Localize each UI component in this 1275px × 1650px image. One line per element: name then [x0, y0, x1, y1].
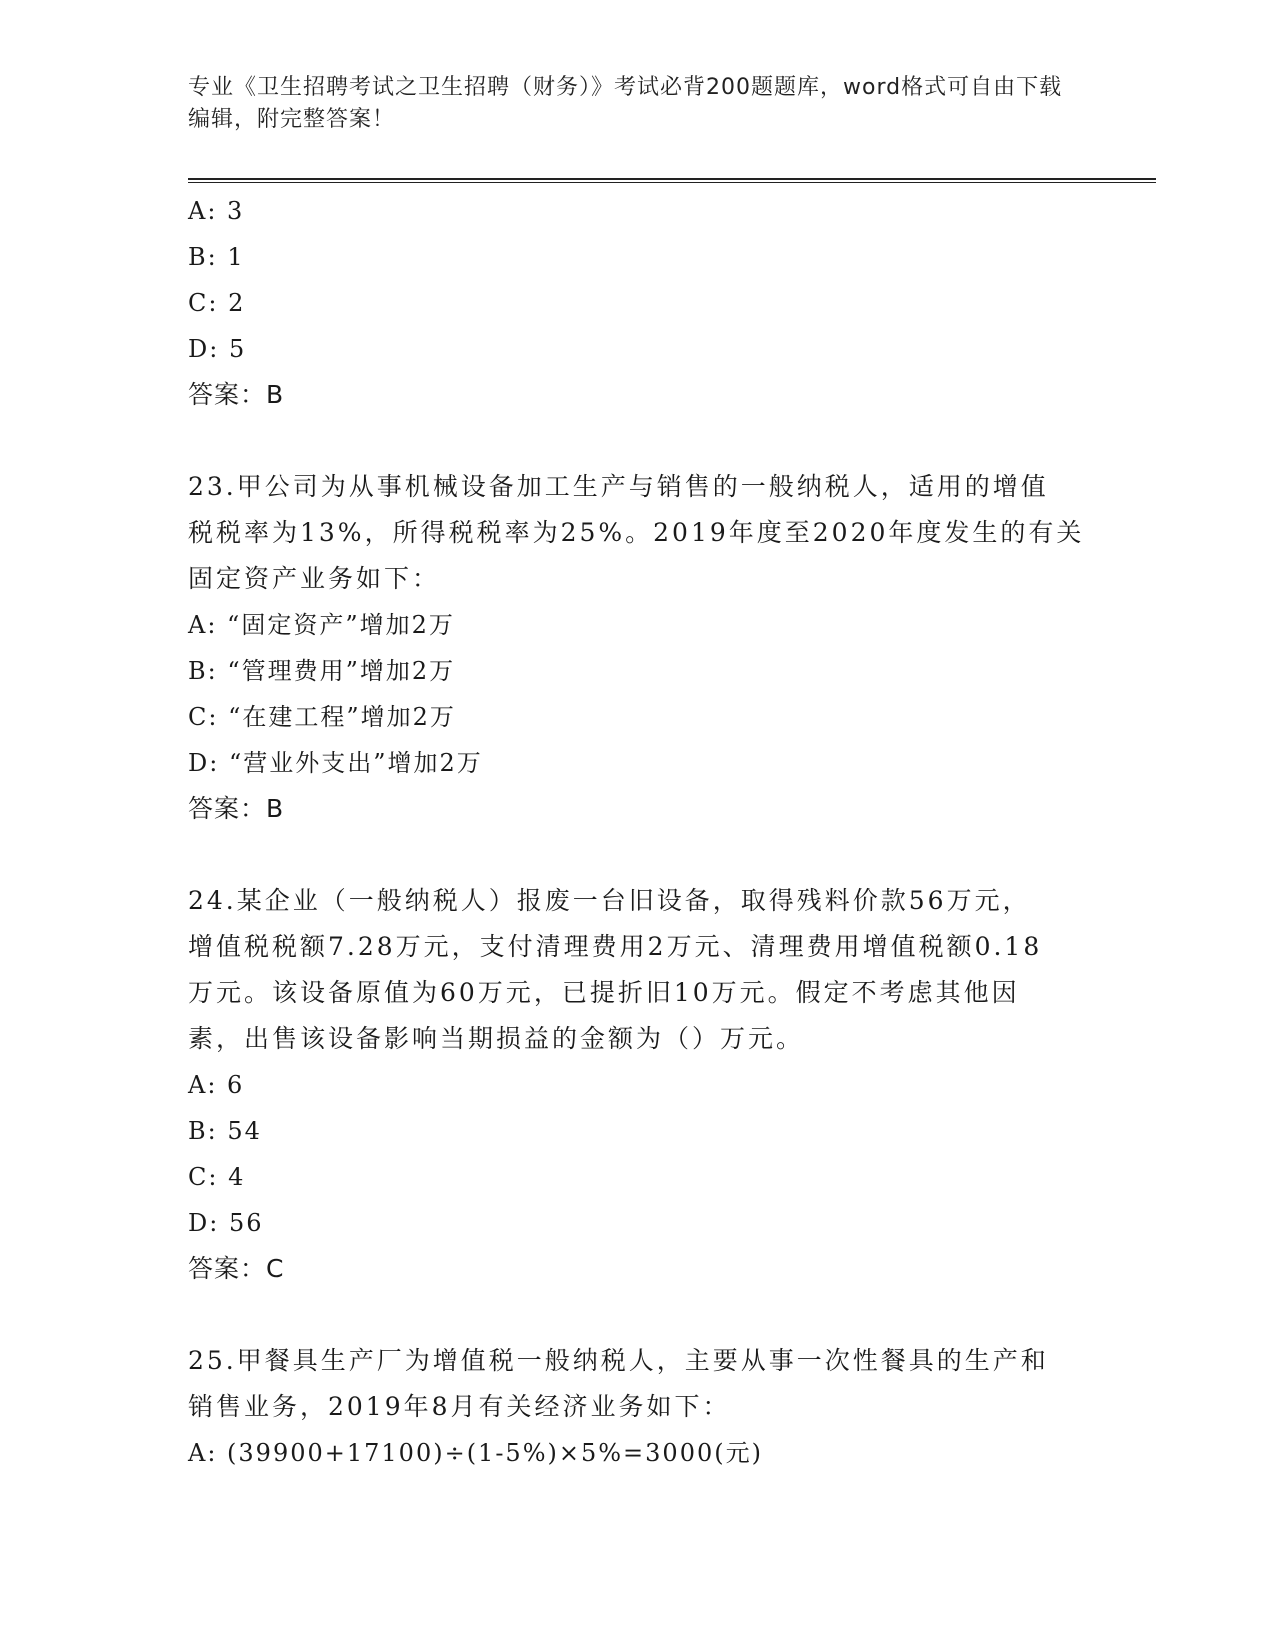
option-c: C: 4 [188, 1163, 246, 1191]
question-stem-line: 增值税税额7.28万元，支付清理费用2万元、清理费用增值税额0.18 [188, 932, 1043, 961]
question-block-23 [188, 464, 1088, 832]
question-block-24 [188, 878, 1088, 1292]
answer-line: 答案：B [188, 794, 285, 823]
question-stem-line: 24.某企业（一般纳税人）报废一台旧设备，取得残料价款56万元， [188, 886, 1031, 915]
option-a: A: (39900+17100)÷(1-5%)×5%=3000(元) [188, 1439, 763, 1467]
answer-line: 答案：B [188, 380, 285, 409]
document-header [188, 72, 1068, 136]
header-rule-thin [188, 182, 1156, 183]
option-d: D: 5 [188, 335, 247, 363]
header-title: 专业《卫生招聘考试之卫生招聘（财务）》考试必背200题题库，word格式可自由下载编辑，附完整答案！ [188, 75, 1063, 132]
option-d: D: “营业外支出”增加2万 [188, 749, 483, 777]
option-b: B: “管理费用”增加2万 [188, 657, 456, 685]
question-stem-line: 素，出售该设备影响当期损益的金额为（）万元。 [188, 1024, 805, 1053]
question-list [188, 188, 1088, 1476]
spacer [188, 1292, 1088, 1338]
question-stem-line: 万元。该设备原值为60万元，已提折旧10万元。假定不考虑其他因 [188, 978, 1020, 1007]
question-stem-line: 固定资产业务如下： [188, 564, 441, 593]
spacer [188, 418, 1088, 464]
question-stem-line: 销售业务，2019年8月有关经济业务如下： [188, 1392, 731, 1421]
option-b: B: 1 [188, 243, 245, 271]
question-stem-line: 税税率为13%，所得税税率为25%。2019年度至2020年度发生的有关 [188, 518, 1085, 547]
option-a: A: “固定资产”增加2万 [188, 611, 455, 639]
question-block-25 [188, 1338, 1088, 1476]
answer-line: 答案：C [188, 1254, 285, 1283]
option-b: B: 54 [188, 1117, 262, 1145]
question-stem-line: 23.甲公司为从事机械设备加工生产与销售的一般纳税人，适用的增值 [188, 472, 1049, 501]
header-rule-thick [188, 178, 1156, 180]
question-stem-line: 25.甲餐具生产厂为增值税一般纳税人，主要从事一次性餐具的生产和 [188, 1346, 1049, 1375]
question-block-prev [188, 188, 1088, 418]
option-c: C: “在建工程”增加2万 [188, 703, 456, 731]
spacer [188, 832, 1088, 878]
option-a: A: 6 [188, 1071, 245, 1099]
option-c: C: 2 [188, 289, 246, 317]
option-d: D: 56 [188, 1209, 264, 1237]
option-a: A: 3 [188, 197, 245, 225]
